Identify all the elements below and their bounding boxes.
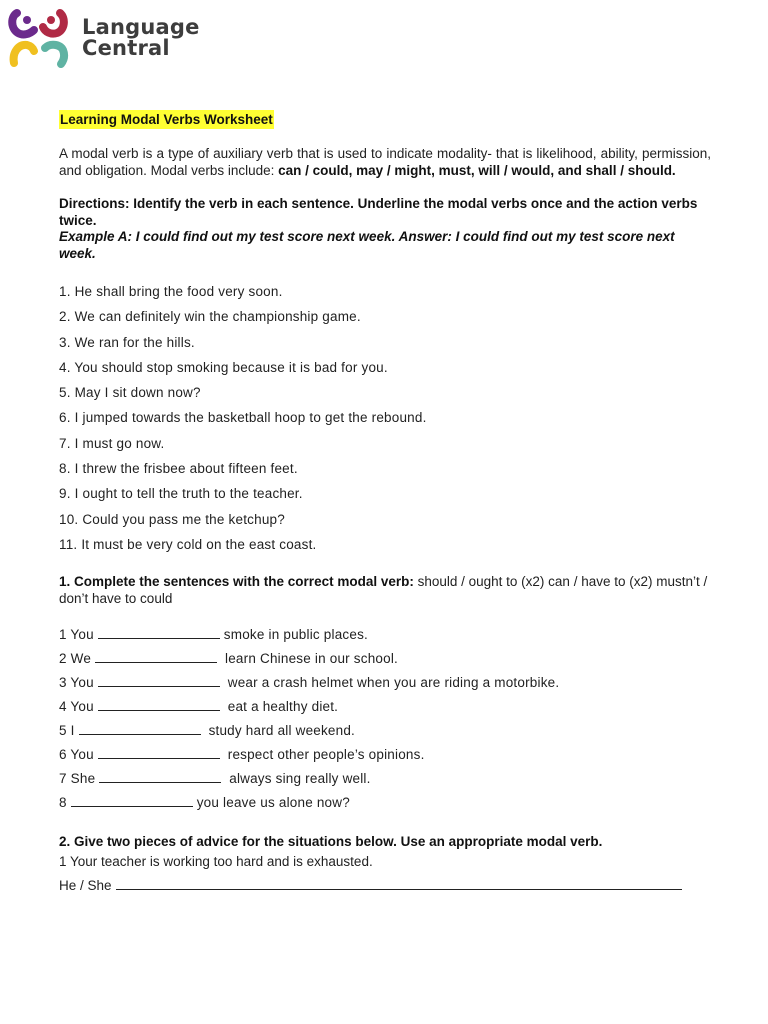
word-bank: should / ought to (x2) can / have to (x2) mustn’t / don’t have to could (59, 574, 708, 607)
answer-blank[interactable] (98, 746, 220, 759)
fill-suffix: eat a healthy diet. (223, 699, 339, 715)
list-item: 6. I jumped towards the basketball hoop to get the rebound. (59, 410, 427, 426)
list-item: 5. May I sit down now? (59, 385, 201, 401)
fill-suffix: always sing really well. (225, 771, 371, 787)
logo-text (82, 17, 200, 59)
fill-suffix: learn Chinese in our school. (221, 651, 398, 667)
intro-modal-list: can / could, may / might, must, will / would, and shall / should. (278, 162, 676, 178)
logo-line-2: Central (82, 36, 170, 60)
fill-prefix: 7 She (59, 771, 96, 787)
logo-mark-icon (8, 8, 70, 68)
fill-item (59, 695, 711, 719)
fill-prefix: 1 You (59, 627, 94, 643)
fill-item (59, 791, 711, 815)
fill-prefix: 3 You (59, 675, 94, 691)
fill-prefix: 4 You (59, 699, 94, 715)
worksheet-body (59, 110, 711, 898)
list-item: 11. It must be very cold on the east coast. (59, 536, 317, 552)
fill-in-list (59, 623, 711, 815)
list-item: 4. You should stop smoking because it is bad for you. (59, 359, 388, 375)
section-2-heading: 2. Give two pieces of advice for the situations below. Use an appropriate modal verb. (59, 834, 603, 850)
fill-suffix: you leave us alone now? (196, 795, 350, 811)
list-item: 10. Could you pass me the ketchup? (59, 511, 285, 527)
answer-blank[interactable] (98, 674, 220, 687)
answer-blank[interactable] (98, 626, 220, 639)
advice-answer-blank[interactable] (116, 877, 682, 890)
fill-suffix: smoke in public places. (223, 627, 368, 643)
answer-blank[interactable] (71, 794, 193, 807)
section-1-heading (59, 573, 711, 607)
intro-text: A modal verb is a type of auxiliary verb that is used to indicate modality- that is likelihood, ability, permission, and obligation. Modal verbs include: (59, 146, 711, 178)
answer-prefix: He / She (59, 878, 112, 894)
fill-prefix: 8 (59, 795, 67, 811)
list-item: 7. I must go now. (59, 435, 165, 451)
answer-blank[interactable] (95, 650, 217, 663)
fill-suffix: respect other people’s opinions. (223, 747, 425, 763)
section-1-title: 1. Complete the sentences with the correct modal verb: (59, 574, 414, 590)
list-item: 1. He shall bring the food very soon. (59, 284, 283, 299)
list-item: 2. We can definitely win the championship game. (59, 309, 361, 325)
fill-prefix: 6 You (59, 747, 94, 763)
fill-item (59, 671, 711, 695)
directions: Directions: Identify the verb in each sentence. Underline the modal verbs once and the action verbs twice. (59, 196, 698, 228)
worksheet-title: Learning Modal Verbs Worksheet (60, 112, 273, 127)
advice-answer-line (59, 874, 711, 898)
fill-item (59, 623, 711, 647)
fill-prefix: 5 I (59, 723, 75, 739)
fill-item (59, 647, 711, 671)
fill-suffix: wear a crash helmet when you are riding a motorbike. (223, 675, 560, 691)
fill-prefix: 2 We (59, 651, 92, 667)
list-item: 9. I ought to tell the truth to the teacher. (59, 486, 303, 502)
language-central-logo (8, 8, 200, 68)
example: Example A: I could find out my test score next week. Answer: I could find out my test score next week. (59, 229, 675, 261)
sentence-list (59, 279, 711, 557)
intro-paragraph (59, 146, 711, 179)
fill-item (59, 719, 711, 743)
fill-item (59, 767, 711, 791)
list-item: 3. We ran for the hills. (59, 334, 195, 350)
fill-item (59, 743, 711, 767)
list-item: 8. I threw the frisbee about fifteen feet. (59, 461, 298, 477)
fill-suffix: study hard all weekend. (204, 723, 356, 739)
answer-blank[interactable] (98, 698, 220, 711)
answer-blank[interactable] (99, 770, 221, 783)
situation-text: 1 Your teacher is working too hard and is exhausted. (59, 854, 373, 870)
answer-blank[interactable] (79, 722, 201, 735)
logo-line-1: Language (82, 15, 200, 39)
